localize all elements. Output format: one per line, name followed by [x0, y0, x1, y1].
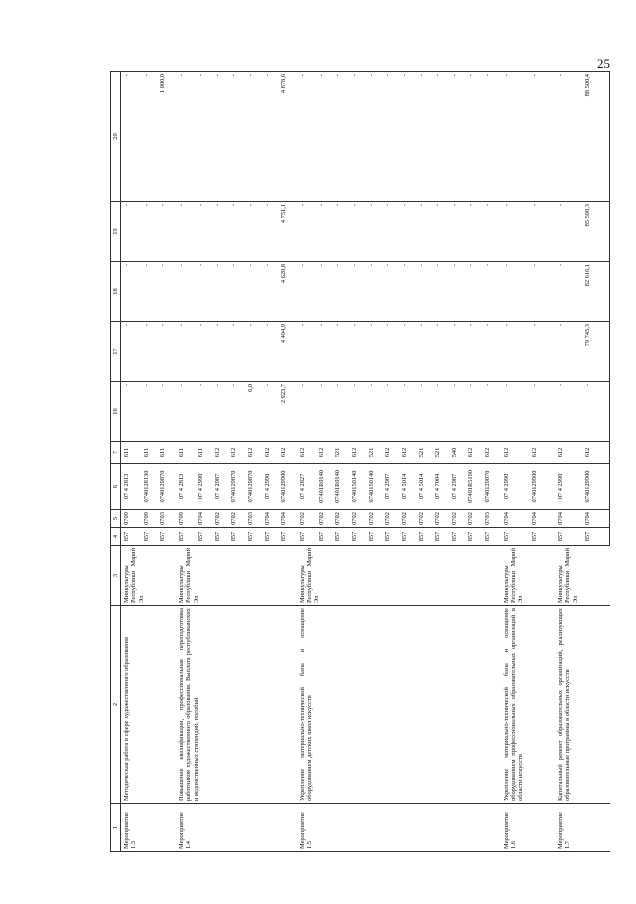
- table-cell: 07 4 5014: [401, 464, 418, 510]
- table-cell: -: [501, 322, 531, 382]
- table-cell: 0702: [418, 510, 435, 528]
- table-cell: -: [467, 72, 484, 202]
- table-cell: 857: [297, 528, 318, 546]
- rotated-table-container: [110, 72, 610, 852]
- table-cell: -: [467, 262, 484, 322]
- table-cell: 857: [159, 528, 176, 546]
- responsible-agency: Минкультуры Республики Марий Эл: [297, 546, 501, 606]
- table-cell: -: [434, 382, 451, 442]
- measure-number: Мероприятие 1.3: [121, 804, 176, 852]
- table-cell: 07 4 2813: [176, 464, 197, 510]
- table-cell: -: [555, 202, 585, 262]
- table-cell: -: [434, 322, 451, 382]
- table-cell: -: [484, 382, 501, 442]
- table-cell: 521: [334, 442, 351, 464]
- table-cell: -: [555, 72, 585, 202]
- table-cell: 0704: [531, 510, 555, 528]
- table-cell: -: [555, 322, 585, 382]
- table-cell: -: [434, 262, 451, 322]
- table-cell: 07401R0140: [334, 464, 351, 510]
- table-cell: -: [197, 322, 214, 382]
- table-cell: -: [467, 322, 484, 382]
- table-cell: -: [451, 72, 468, 202]
- measure-title: Повышение квалификации, профессиональная переподготовка работников художественного образования. Выплата республиканских и ведомственных стипендий, пособий: [176, 606, 297, 804]
- table-cell: 0702: [384, 510, 401, 528]
- table-cell: 0740129870: [230, 464, 247, 510]
- table-cell: -: [197, 202, 214, 262]
- table-cell: -: [434, 202, 451, 262]
- table-cell: -: [368, 72, 385, 202]
- table-cell: -: [434, 72, 451, 202]
- table-cell: 0702: [434, 510, 451, 528]
- table-cell: 0703: [159, 510, 176, 528]
- table-cell: 0702: [230, 510, 247, 528]
- table-cell: 857: [484, 528, 501, 546]
- column-header: 17: [111, 322, 121, 382]
- table-cell: -: [176, 322, 197, 382]
- table-cell: 521: [434, 442, 451, 464]
- table-cell: -: [143, 262, 160, 322]
- table-cell: -: [159, 262, 176, 322]
- table-cell: -: [484, 322, 501, 382]
- table-cell: 521: [368, 442, 385, 464]
- table-cell: 611: [143, 442, 160, 464]
- table-cell: 612: [214, 442, 231, 464]
- table-cell: -: [351, 202, 368, 262]
- table-cell: -: [334, 382, 351, 442]
- responsible-agency: Минкультуры Республики Марий Эл: [501, 546, 555, 606]
- table-cell: 857: [555, 528, 585, 546]
- table-cell: -: [176, 262, 197, 322]
- column-header: 5: [111, 510, 121, 528]
- table-cell: 612: [484, 442, 501, 464]
- table-cell: 857: [318, 528, 335, 546]
- table-cell: -: [368, 202, 385, 262]
- table-cell: 0704: [584, 510, 609, 528]
- table-cell: 0702: [297, 510, 318, 528]
- table-row: [176, 72, 197, 852]
- table-cell: 0704: [197, 510, 214, 528]
- table-cell: 0702: [334, 510, 351, 528]
- table-cell: -: [230, 262, 247, 322]
- table-cell: 612: [318, 442, 335, 464]
- table-cell: -: [451, 202, 468, 262]
- table-cell: -: [531, 322, 555, 382]
- table-cell: 0702: [451, 510, 468, 528]
- table-cell: 85 590,3: [584, 202, 609, 262]
- page-number: 25: [597, 56, 610, 71]
- table-cell: -: [176, 72, 197, 202]
- table-cell: 857: [467, 528, 484, 546]
- table-cell: 857: [368, 528, 385, 546]
- table-row: [555, 72, 585, 852]
- measure-number: Мероприятие 1.5: [297, 804, 501, 852]
- table-cell: -: [143, 382, 160, 442]
- table-cell: 612: [264, 442, 281, 464]
- table-row: [297, 72, 318, 852]
- table-cell: 612: [531, 442, 555, 464]
- table-cell: 0740128130: [143, 464, 160, 510]
- table-cell: -: [297, 202, 318, 262]
- table-cell: -: [214, 382, 231, 442]
- table-cell: 857: [401, 528, 418, 546]
- table-cell: 612: [555, 442, 585, 464]
- table-cell: -: [467, 202, 484, 262]
- table-cell: 857: [384, 528, 401, 546]
- table-cell: -: [531, 72, 555, 202]
- table-cell: -: [501, 262, 531, 322]
- table-cell: 0702: [467, 510, 484, 528]
- table-cell: 07 4 2813: [121, 464, 143, 510]
- table-cell: -: [401, 322, 418, 382]
- table-cell: -: [467, 382, 484, 442]
- table-cell: -: [121, 72, 143, 202]
- table-cell: -: [334, 202, 351, 262]
- table-cell: 0740150140: [351, 464, 368, 510]
- measure-number: Мероприятие 1.4: [176, 804, 297, 852]
- table-cell: -: [384, 322, 401, 382]
- table-cell: 0702: [214, 510, 231, 528]
- table-cell: 0740129870: [484, 464, 501, 510]
- measure-title: Укрепление материально-технической базы и оснащение оборудованием детских школ искусств: [297, 606, 501, 804]
- table-cell: -: [121, 382, 143, 442]
- table-cell: -: [368, 382, 385, 442]
- table-cell: 07 4 2987: [214, 464, 231, 510]
- table-cell: 2 923,7: [280, 382, 297, 442]
- table-cell: -: [121, 322, 143, 382]
- table-cell: 857: [176, 528, 197, 546]
- table-cell: -: [401, 382, 418, 442]
- table-cell: 0702: [401, 510, 418, 528]
- table-cell: -: [297, 72, 318, 202]
- responsible-agency: Минкультуры Республики Марий Эл: [176, 546, 297, 606]
- table-cell: -: [318, 262, 335, 322]
- table-cell: 07 4 2990: [264, 464, 281, 510]
- measure-title: Укрепление материально-технической базы и оснащение оборудованием профессиональных образовательных организаций в области искусств: [501, 606, 555, 804]
- responsible-agency: Минкультуры Республики Марий Эл: [121, 546, 176, 606]
- table-cell: 857: [334, 528, 351, 546]
- table-cell: 0740129900: [584, 464, 609, 510]
- table-cell: -: [264, 202, 281, 262]
- table-cell: 4 620,8: [280, 262, 297, 322]
- table-cell: 79 745,3: [584, 322, 609, 382]
- table-cell: -: [384, 382, 401, 442]
- table-cell: 611: [176, 442, 197, 464]
- table-cell: 0740129900: [531, 464, 555, 510]
- table-cell: -: [247, 262, 264, 322]
- table-cell: 857: [351, 528, 368, 546]
- table-cell: 612: [584, 442, 609, 464]
- measure-number: Мероприятие 1.7: [555, 804, 610, 852]
- table-cell: -: [501, 72, 531, 202]
- table-cell: -: [555, 382, 585, 442]
- budget-table: [110, 71, 610, 852]
- table-cell: 07401R5190: [467, 464, 484, 510]
- table-cell: 611: [121, 442, 143, 464]
- table-cell: 612: [230, 442, 247, 464]
- table-cell: 857: [418, 528, 435, 546]
- table-cell: -: [584, 382, 609, 442]
- table-cell: -: [451, 322, 468, 382]
- table-cell: 611: [197, 442, 214, 464]
- table-cell: -: [159, 202, 176, 262]
- table-cell: -: [351, 382, 368, 442]
- table-cell: -: [247, 322, 264, 382]
- table-cell: -: [384, 202, 401, 262]
- table-cell: 0740129870: [247, 464, 264, 510]
- column-header: 4: [111, 528, 121, 546]
- table-cell: -: [230, 322, 247, 382]
- table-cell: 612: [297, 442, 318, 464]
- table-cell: 0740129900: [280, 464, 297, 510]
- table-cell: -: [159, 322, 176, 382]
- table-cell: -: [318, 202, 335, 262]
- table-cell: 612: [401, 442, 418, 464]
- table-cell: -: [247, 72, 264, 202]
- column-header: 2: [111, 606, 121, 804]
- table-cell: -: [230, 382, 247, 442]
- column-header: 3: [111, 546, 121, 606]
- table-cell: -: [197, 262, 214, 322]
- table-row: [121, 72, 143, 852]
- table-cell: -: [159, 382, 176, 442]
- table-cell: -: [264, 382, 281, 442]
- responsible-agency: Минкультуры Республики Марий Эл: [555, 546, 610, 606]
- table-cell: -: [531, 382, 555, 442]
- table-cell: 0740150140: [368, 464, 385, 510]
- table-cell: -: [531, 202, 555, 262]
- table-cell: -: [368, 322, 385, 382]
- column-header: 19: [111, 202, 121, 262]
- table-cell: 857: [143, 528, 160, 546]
- table-cell: -: [197, 382, 214, 442]
- table-cell: 857: [434, 528, 451, 546]
- table-cell: -: [197, 72, 214, 202]
- table-cell: -: [351, 72, 368, 202]
- column-header: 6: [111, 464, 121, 510]
- table-cell: 857: [451, 528, 468, 546]
- table-cell: 88 500,4: [584, 72, 609, 202]
- table-cell: -: [418, 382, 435, 442]
- table-cell: -: [247, 202, 264, 262]
- table-cell: -: [214, 262, 231, 322]
- table-cell: 0704: [501, 510, 531, 528]
- table-cell: -: [384, 262, 401, 322]
- table-cell: 857: [230, 528, 247, 546]
- table-cell: -: [318, 72, 335, 202]
- table-cell: 07 4 2990: [197, 464, 214, 510]
- table-cell: -: [214, 72, 231, 202]
- table-cell: -: [264, 322, 281, 382]
- table-cell: -: [230, 72, 247, 202]
- table-cell: 1 000,0: [159, 72, 176, 202]
- table-cell: -: [121, 202, 143, 262]
- measure-number: Мероприятие 1.6: [501, 804, 555, 852]
- table-cell: -: [121, 262, 143, 322]
- table-cell: 857: [501, 528, 531, 546]
- table-cell: 4 494,9: [280, 322, 297, 382]
- table-cell: -: [214, 322, 231, 382]
- table-cell: 0703: [247, 510, 264, 528]
- table-cell: 0704: [555, 510, 585, 528]
- table-cell: 07401R0140: [318, 464, 335, 510]
- table-cell: 0709: [121, 510, 143, 528]
- table-cell: -: [334, 72, 351, 202]
- table-cell: 07 4 2990: [501, 464, 531, 510]
- table-cell: 612: [280, 442, 297, 464]
- table-cell: 0704: [280, 510, 297, 528]
- table-cell: -: [401, 202, 418, 262]
- table-cell: -: [176, 382, 197, 442]
- table-cell: -: [318, 322, 335, 382]
- table-cell: 857: [197, 528, 214, 546]
- table-cell: -: [418, 322, 435, 382]
- table-cell: 0702: [368, 510, 385, 528]
- measure-title: Капитальный ремонт образовательных организаций, реализующих образовательные программы в области искусств: [555, 606, 610, 804]
- table-cell: 07 4 2827: [297, 464, 318, 510]
- table-cell: -: [143, 202, 160, 262]
- table-cell: 611: [159, 442, 176, 464]
- table-cell: 857: [214, 528, 231, 546]
- table-cell: 612: [351, 442, 368, 464]
- table-row: [501, 72, 531, 852]
- table-cell: -: [214, 202, 231, 262]
- table-cell: 07 4 5014: [418, 464, 435, 510]
- table-cell: -: [531, 262, 555, 322]
- table-cell: -: [368, 262, 385, 322]
- table-cell: 857: [280, 528, 297, 546]
- table-cell: -: [176, 202, 197, 262]
- table-cell: 612: [501, 442, 531, 464]
- table-cell: 857: [121, 528, 143, 546]
- table-cell: -: [401, 262, 418, 322]
- column-header: 1: [111, 804, 121, 852]
- table-cell: 0709: [176, 510, 197, 528]
- table-cell: -: [143, 322, 160, 382]
- table-cell: -: [143, 72, 160, 202]
- table-cell: -: [418, 262, 435, 322]
- table-cell: -: [334, 322, 351, 382]
- table-cell: -: [484, 262, 501, 322]
- table-cell: 612: [467, 442, 484, 464]
- table-cell: -: [318, 382, 335, 442]
- table-cell: -: [297, 322, 318, 382]
- table-cell: -: [351, 262, 368, 322]
- column-header: 18: [111, 262, 121, 322]
- table-cell: 612: [247, 442, 264, 464]
- table-cell: -: [351, 322, 368, 382]
- table-cell: 07 4 2987: [451, 464, 468, 510]
- table-cell: -: [297, 382, 318, 442]
- table-cell: 857: [264, 528, 281, 546]
- table-cell: -: [401, 72, 418, 202]
- table-cell: 4 878,6: [280, 72, 297, 202]
- table-cell: 4 751,1: [280, 202, 297, 262]
- table-cell: 6,0: [247, 382, 264, 442]
- table-cell: -: [451, 382, 468, 442]
- table-cell: -: [418, 72, 435, 202]
- table-cell: -: [297, 262, 318, 322]
- table-cell: 0709: [143, 510, 160, 528]
- table-cell: 0703: [484, 510, 501, 528]
- table-cell: -: [484, 72, 501, 202]
- table-cell: 07 4 2990: [555, 464, 585, 510]
- column-header: 16: [111, 382, 121, 442]
- table-cell: 0704: [264, 510, 281, 528]
- table-cell: 857: [247, 528, 264, 546]
- table-cell: 857: [584, 528, 609, 546]
- table-header-row: [111, 72, 121, 852]
- table-cell: 521: [418, 442, 435, 464]
- table-cell: 0740129870: [159, 464, 176, 510]
- table-cell: -: [418, 202, 435, 262]
- table-cell: 612: [384, 442, 401, 464]
- table-cell: 0702: [351, 510, 368, 528]
- table-cell: -: [484, 202, 501, 262]
- table-cell: -: [451, 262, 468, 322]
- table-cell: -: [264, 262, 281, 322]
- table-cell: -: [230, 202, 247, 262]
- table-cell: -: [501, 382, 531, 442]
- table-cell: 82 616,1: [584, 262, 609, 322]
- table-cell: -: [555, 262, 585, 322]
- column-header: 7: [111, 442, 121, 464]
- measure-title: Методическая работа в сфере художественного образования: [121, 606, 176, 804]
- column-header: 20: [111, 72, 121, 202]
- table-cell: -: [264, 72, 281, 202]
- table-cell: 07 4 7004: [434, 464, 451, 510]
- table-cell: 07 4 2987: [384, 464, 401, 510]
- table-cell: -: [501, 202, 531, 262]
- table-cell: 540: [451, 442, 468, 464]
- table-cell: -: [384, 72, 401, 202]
- table-cell: -: [334, 262, 351, 322]
- table-cell: 857: [531, 528, 555, 546]
- table-cell: 0702: [318, 510, 335, 528]
